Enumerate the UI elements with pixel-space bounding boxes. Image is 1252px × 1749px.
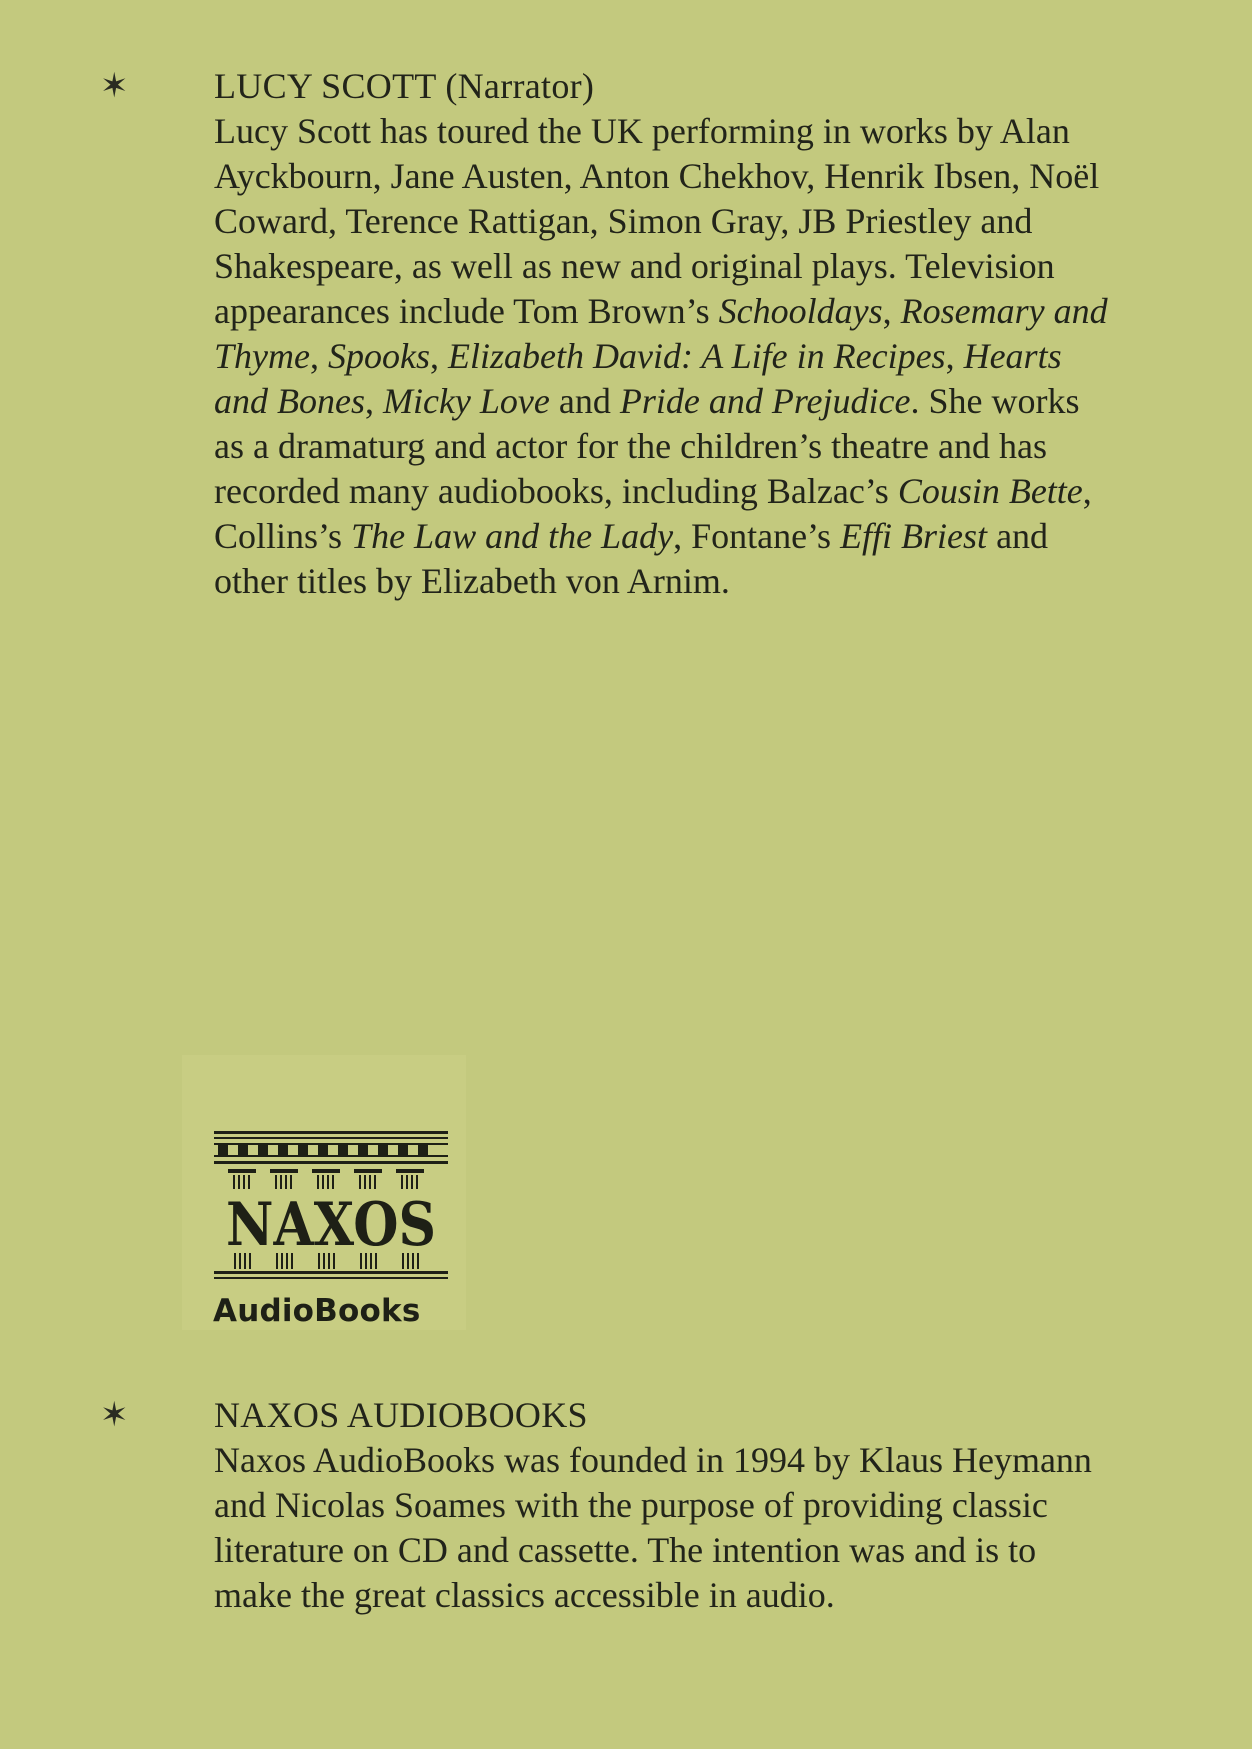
title-cousin-bette: Cousin Bette bbox=[897, 471, 1083, 511]
title-the-law-and-the-lady: The Law and the Lady bbox=[351, 516, 674, 556]
title-pride-and-prejudice: Pride and Prejudice bbox=[619, 381, 911, 421]
company-heading: NAXOS AUDIOBOOKS bbox=[214, 1395, 588, 1435]
title-spooks: Spooks bbox=[327, 336, 430, 376]
bio-text: and bbox=[549, 381, 620, 421]
narrator-heading: LUCY SCOTT (Narrator) bbox=[214, 66, 595, 106]
company-description: Naxos AudioBooks was founded in 1994 by Klaus Heymann and Nicolas Soames with the purpose of providing classic literature on CD and cassette. The intention was and is to make the great classics accessible in audio. bbox=[214, 1440, 1092, 1615]
company-text bbox=[214, 1393, 1114, 1618]
bio-text: Lucy Scott has toured the UK performing in works by Alan Ayckbourn, Jane Austen, Anton Chekhov, Henrik Ibsen, Noël Coward, Terence Rattigan, Simon Gray, JB Priestley and Shakespeare, as well as new and original plays. Television appearances include Tom Brown’s bbox=[214, 111, 1100, 331]
naxos-wordmark: NAXOS bbox=[226, 1190, 436, 1260]
narrator-text bbox=[214, 64, 1114, 604]
bio-text: , bbox=[364, 381, 383, 421]
title-schooldays: Schooldays bbox=[718, 291, 883, 331]
audiobooks-label: AudioBooks bbox=[213, 1293, 421, 1329]
title-effi-briest: Effi Briest bbox=[840, 516, 988, 556]
bio-text: , bbox=[429, 336, 448, 376]
bio-text: . She works as a dramaturg and actor for the children’s theatre and has recorded many audiobooks, including Balzac’s bbox=[214, 381, 1080, 511]
bio-text: and other titles by Elizabeth von Arnim. bbox=[214, 516, 1049, 601]
bio-text: , Collins’s bbox=[214, 471, 1092, 556]
bio-text: , bbox=[309, 336, 328, 376]
bio-text: , Fontane’s bbox=[673, 516, 841, 556]
bio-text: , bbox=[882, 291, 901, 331]
title-elizabeth-david: Elizabeth David: A Life in Recipes bbox=[447, 336, 946, 376]
title-micky-love: Micky Love bbox=[382, 381, 550, 421]
asterisk-marker-icon: ✶ bbox=[100, 68, 129, 105]
naxos-temple-logo-icon bbox=[182, 1055, 466, 1285]
title-hearts-and-bones: Hearts and Bones bbox=[214, 336, 1062, 421]
narrator-bio bbox=[214, 109, 1114, 604]
asterisk-marker-icon: ✶ bbox=[100, 1397, 129, 1434]
bio-text: , bbox=[945, 336, 964, 376]
title-rosemary-and-thyme: Rosemary and Thyme bbox=[214, 291, 1108, 376]
naxos-audiobooks-logo bbox=[182, 1055, 466, 1330]
